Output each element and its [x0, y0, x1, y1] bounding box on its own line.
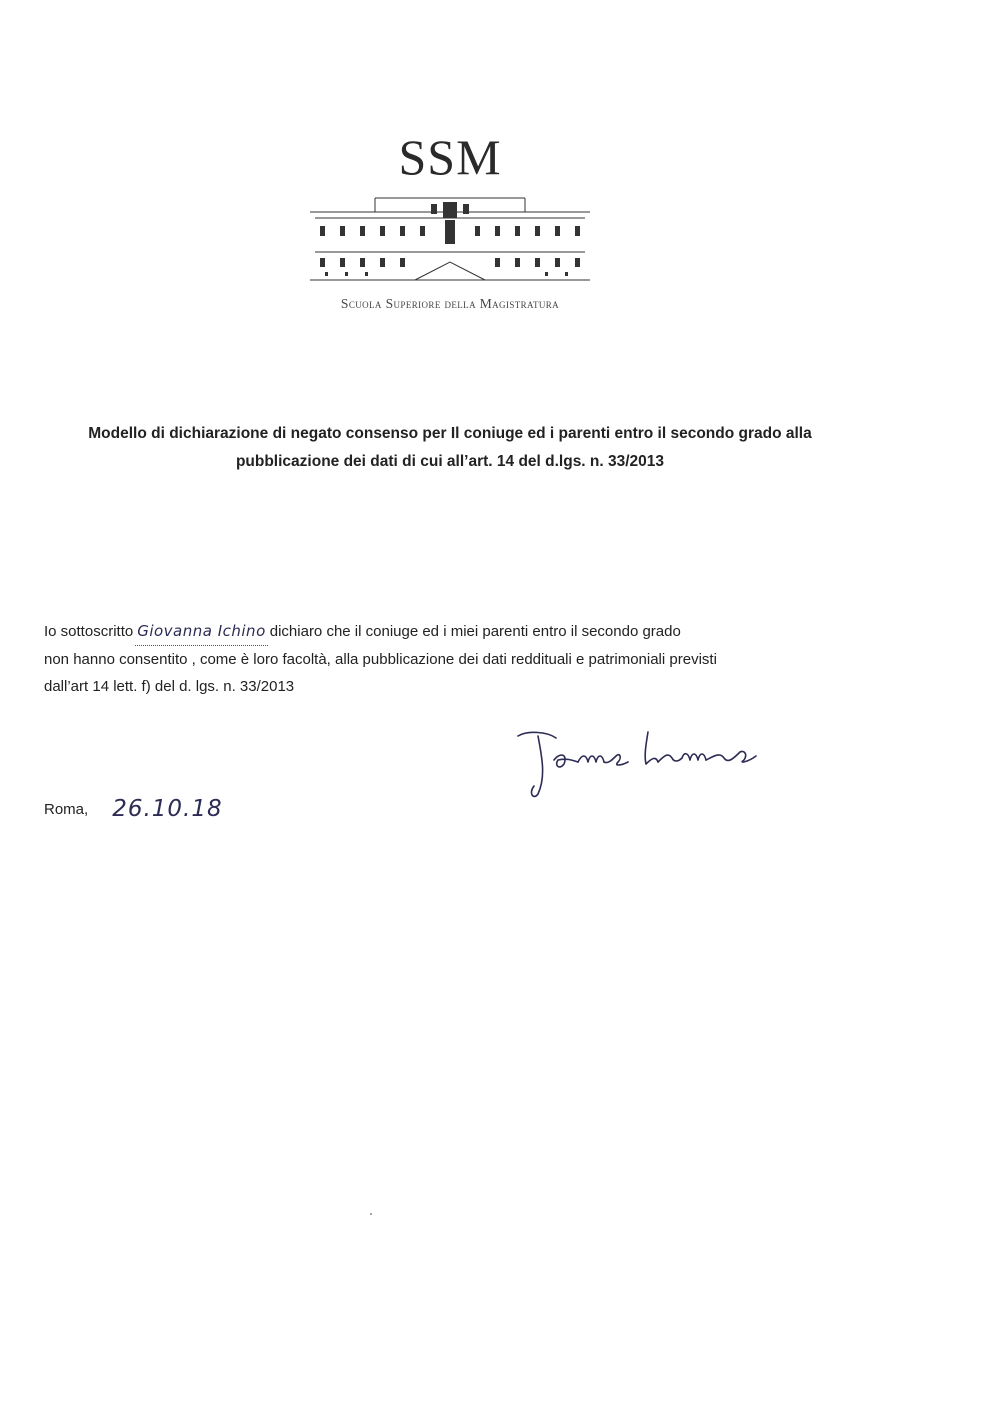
- school-name: Scuola Superiore della Magistratura: [340, 296, 560, 311]
- declaration-prefix: Io sottoscritto: [44, 623, 134, 640]
- signer-name-field: [135, 618, 268, 646]
- document-title-line-1: Modello di dichiarazione di negato consenso per Il coniuge ed i parenti entro il secondo grado alla: [88, 425, 812, 442]
- place-label: Roma,: [44, 801, 89, 818]
- building-illustration: [305, 190, 595, 290]
- signer-name: Giovanna Ichino: [137, 622, 266, 640]
- ssm-logo: [300, 128, 600, 318]
- scan-speck: [370, 1213, 372, 1215]
- handwritten-date: 26.10.18: [112, 796, 223, 822]
- place-date-line: [44, 794, 223, 820]
- document-title-line-2: pubblicazione dei dati di cui all’art. 14 del d.lgs. n. 33/2013: [235, 453, 665, 470]
- declaration-line-2: non hanno consentito , come è loro facoltà, alla pubblicazione dei dati reddituali e patrimoniali previsti: [44, 651, 717, 668]
- declaration-body: [44, 618, 904, 700]
- handwritten-signature: [508, 722, 798, 807]
- logo-title: SSM: [398, 129, 502, 185]
- declaration-line-1: [44, 618, 904, 646]
- declaration-line-3: dall’art 14 lett. f) del d. lgs. n. 33/2013: [44, 678, 295, 695]
- declaration-line-1-suffix: dichiaro che il coniuge ed i miei parenti entro il secondo grado: [269, 623, 681, 640]
- document-title: [40, 420, 860, 476]
